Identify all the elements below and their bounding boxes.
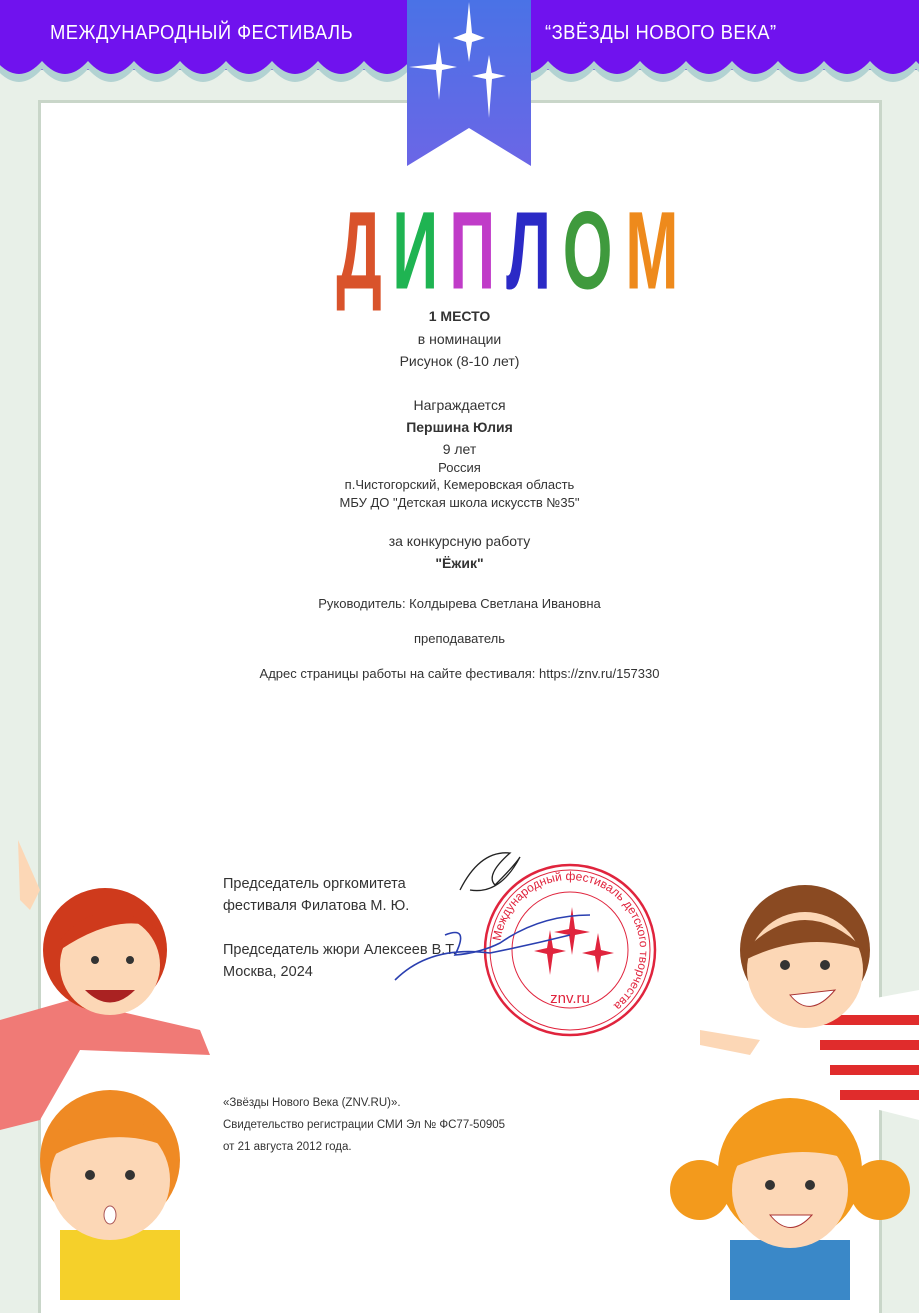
svg-text:Международный фестиваль детско: Международный фестиваль детского творчества — [489, 868, 652, 1014]
recipient-name: Першина Юлия — [406, 419, 513, 435]
recipient-school: МБУ ДО "Детская школа искусств №35" — [339, 495, 580, 510]
work-title: "Ёжик" — [435, 555, 484, 571]
footer-line2: Свидетельство регистрации СМИ Эл № ФС77-50905 — [223, 1119, 506, 1131]
star-ribbon — [407, 0, 531, 166]
awarded-label: Награждается — [413, 397, 506, 413]
boy-brown-hair-icon — [700, 885, 919, 1120]
title-letter: М — [624, 190, 677, 313]
org-chair-line1: Председатель оргкомитета — [223, 876, 406, 892]
footer-line3: от 21 августа 2012 года. — [223, 1141, 352, 1153]
diploma-title — [330, 178, 677, 327]
title-letter: П — [449, 190, 495, 313]
jury-chair-line: Председатель жюри Алексеев В.Т. — [223, 942, 457, 958]
title-letter: И — [392, 190, 438, 313]
svg-text:znv.ru: znv.ru — [550, 990, 590, 1007]
girl-orange-hair-icon — [670, 1098, 910, 1300]
kids-illustration-left — [0, 830, 230, 1300]
work-url[interactable]: Адрес страницы работы на сайте фестиваля: https://znv.ru/157330 — [259, 666, 660, 681]
supervisor-role: преподаватель — [414, 631, 505, 646]
girl-red-hair-icon — [0, 840, 210, 1130]
recipient-country: Россия — [438, 460, 481, 475]
header-left-text: МЕЖДУНАРОДНЫЙ ФЕСТИВАЛЬ — [50, 22, 354, 44]
title-letter: Д — [336, 190, 381, 313]
org-chair-line2: фестиваля Филатова М. Ю. — [223, 898, 410, 914]
title-letter: О — [562, 190, 611, 313]
signatures-ink — [390, 845, 610, 995]
boy-orange-hair-icon — [40, 1090, 180, 1300]
title-letter: Л — [506, 190, 550, 313]
footer-line1: «Звёзды Нового Века (ZNV.RU)». — [223, 1097, 401, 1109]
recipient-location: п.Чистогорский, Кемеровская область — [344, 477, 575, 492]
place: 1 МЕСТО — [428, 308, 491, 324]
org-chair — [223, 873, 409, 917]
nomination: Рисунок (8-10 лет) — [399, 353, 520, 369]
city-year: Москва, 2024 — [223, 964, 313, 980]
work-label: за конкурсную работу — [388, 533, 531, 549]
nomination-label: в номинации — [417, 331, 502, 347]
header-right-text: “ЗВЁЗДЫ НОВОГО ВЕКА” — [545, 22, 777, 44]
kids-illustration-right — [640, 860, 919, 1300]
recipient-age: 9 лет — [442, 441, 477, 457]
supervisor: Руководитель: Колдырева Светлана Ивановна — [318, 596, 601, 611]
